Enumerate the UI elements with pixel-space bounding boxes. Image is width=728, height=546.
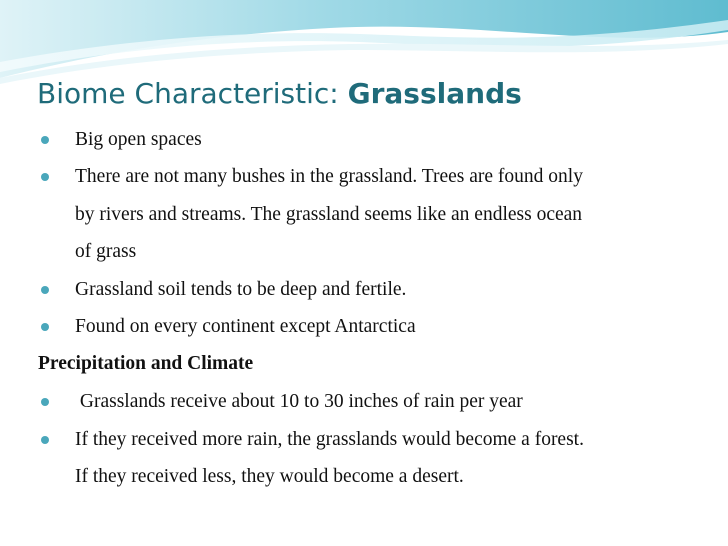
bullet-text-rainfall: Grasslands receive about 10 to 30 inches of rain per year <box>75 391 523 412</box>
bullet-text-soil: Grassland soil tends to be deep and fertile. <box>75 279 407 300</box>
bullet-text-less-rain: If they received less, they would become a desert. <box>75 466 464 487</box>
bullet-dot <box>41 398 49 406</box>
bullet-dot <box>41 286 49 294</box>
bullet-dot <box>41 136 49 144</box>
slide-title <box>37 76 522 112</box>
bullet-dot <box>41 436 49 444</box>
bullet-text-bushes-line1: There are not many bushes in the grassland. Trees are found only <box>75 166 583 187</box>
bullet-text-bushes-line3: of grass <box>75 241 137 262</box>
bullet-text-continents: Found on every continent except Antarctica <box>75 316 416 337</box>
bullet-dot <box>41 323 49 331</box>
section-heading: Precipitation and Climate <box>38 353 254 374</box>
bullet-text-more-rain: If they received more rain, the grasslands would become a forest. <box>75 429 584 450</box>
bullet-text-bushes-line2: by rivers and streams. The grassland seems like an endless ocean <box>75 204 583 225</box>
title-bold: Grasslands <box>347 77 522 110</box>
bullet-dot <box>41 173 49 181</box>
title-prefix: Biome Characteristic: <box>37 77 348 110</box>
bullet-text-big-open-spaces: Big open spaces <box>75 129 202 150</box>
